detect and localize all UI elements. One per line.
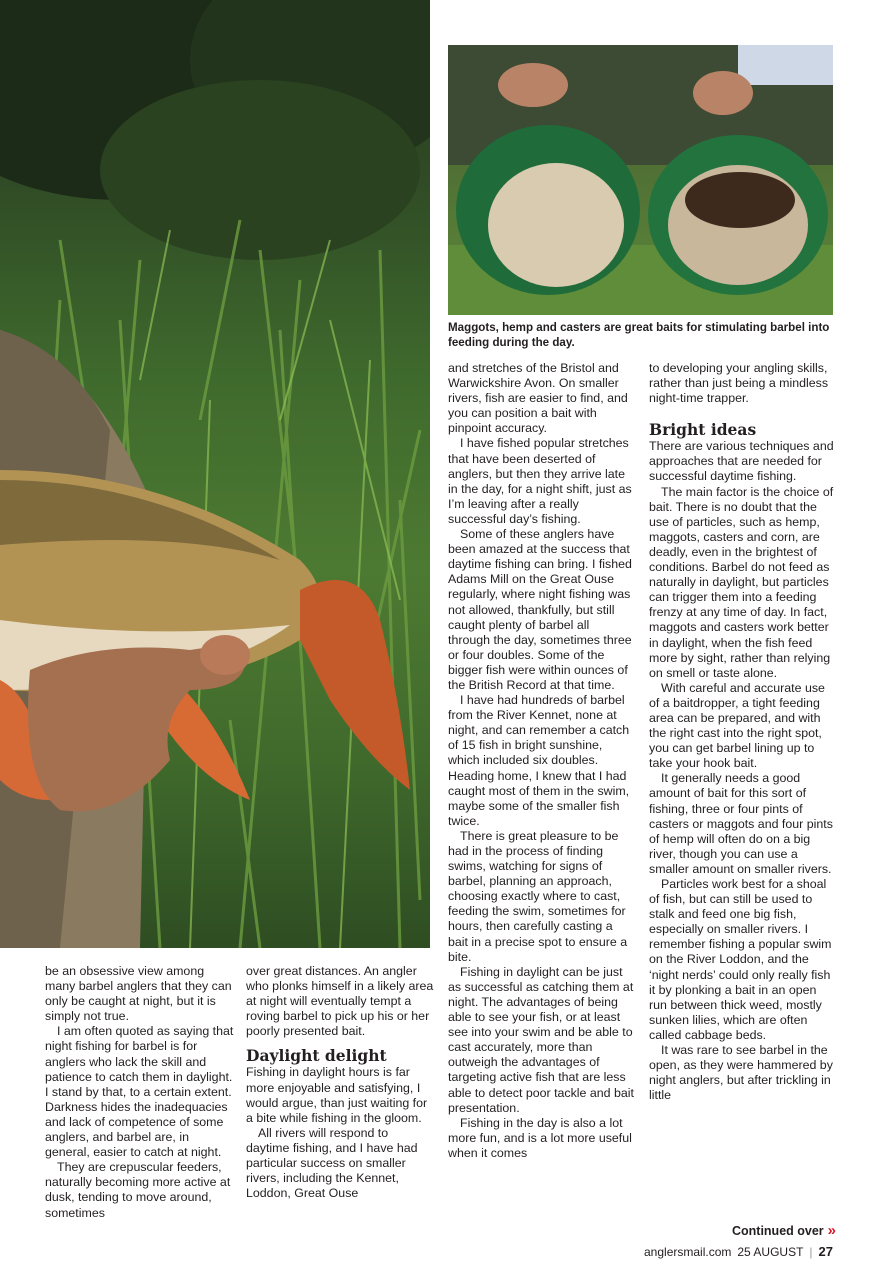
article-column-2	[246, 964, 434, 1201]
continued-over-link[interactable]	[732, 1222, 833, 1239]
paragraph: to developing your angling skills, rather than just being a mindless night-time trapper.	[649, 361, 829, 406]
paragraph: Fishing in the day is also a lot more fun, and is a lot more useful when it comes	[448, 1115, 632, 1160]
paragraph: There is great pleasure to be had in the process of finding swims, watching for signs of barbel, planning an approach, choosing exactly where to cast, feeding the swim, sometimes for hours, then carefully casting a bait in a precise spot to ensure a bite.	[448, 828, 628, 964]
paragraph: Fishing in daylight can be just as successful as catching them at night. The advantages of being able to see your fish, or at least see into your swim and be able to cast accurately, more than outweigh the advantages of targeting active fish that are less able to detect poor tackle and bait presentation.	[448, 964, 634, 1115]
paragraph: I have had hundreds of barbel from the River Kennet, none at night, and can remember a catch of 15 fish in bright sunshine, which included six doubles. Heading home, I knew that I had caught most of them in the swim, maybe some of the smaller fish twice.	[448, 693, 630, 828]
footer-site: anglersmail.com	[644, 1244, 732, 1259]
bait-buckets-illustration	[448, 45, 833, 315]
article-column-4	[649, 361, 835, 1103]
paragraph: There are various techniques and approaches that are needed for successful daytime fishing.	[649, 439, 834, 484]
subheading-daylight-delight: Daylight delight	[246, 1046, 387, 1066]
paragraph: I have fished popular stretches that have been deserted of anglers, but then they arrive late in the day, for a night shift, just as I’m leaving after a really successful day’s fishing.	[448, 436, 632, 526]
paragraph: With careful and accurate use of a baitdropper, a tight feeding area can be prepared, and with the right cast into the right spot, you can get barbel lining up to take your hook bait.	[649, 680, 825, 771]
main-photo	[0, 0, 430, 948]
subheading-bright-ideas: Bright ideas	[649, 420, 757, 440]
paragraph: It was rare to see barbel in the open, as they were hammered by night anglers, but after trickling in little	[649, 1043, 833, 1103]
page-number: 27	[818, 1244, 833, 1259]
footer-separator: |	[809, 1244, 813, 1259]
photo-caption: Maggots, hemp and casters are great baits for stimulating barbel into feeding during the day.	[448, 321, 830, 349]
paragraph: be an obsessive view among many barbel anglers that they can only be caught at night, but it is simply not true.	[45, 964, 232, 1024]
paragraph: over great distances. An angler who plonks himself in a likely area at night will eventually tempt a roving barbel to pick up his or her poorly presented bait.	[246, 964, 434, 1039]
article-column-1	[45, 964, 235, 1221]
double-chevron-right-icon: »	[827, 1222, 833, 1239]
paragraph: and stretches of the Bristol and Warwickshire Avon. On smaller rivers, fish are easier to find, and you can position a bait with pinpoint accuracy.	[448, 361, 628, 436]
footer-date: 25 AUGUST	[737, 1244, 804, 1259]
barbel-photo-illustration	[0, 0, 430, 948]
bait-photo	[448, 45, 833, 315]
page-footer	[644, 1244, 833, 1259]
paragraph: I am often quoted as saying that night fishing for barbel is for anglers who lack the skill and patience to catch them in daylight. I stand by that, to a certain extent. Darkness hides the inadequacies and lack of competence of some anglers, and barbel are, in general, easier to catch at night.	[45, 1024, 234, 1160]
paragraph: They are crepuscular feeders, naturally becoming more active at dusk, tending to move around, sometimes	[45, 1160, 231, 1220]
paragraph: Some of these anglers have been amazed at the success that daytime fishing can bring. I fished Adams Mill on the Great Ouse regularly, where night fishing was not allowed, thankfully, but still caught plenty of barbel all through the day, sometimes three or four doubles. Some of the bigger fish were within ounces of the British Record at that time.	[448, 527, 632, 692]
paragraph: The main factor is the choice of bait. There is no doubt that the use of particles, such as hemp, maggots, casters and corn, are deadly, even in the brightest of conditions. Barbel do not feed as naturally in daylight, but particles can trigger them into a feeding frenzy at any time of day. In fact, maggots and casters work better in daylight, when the fish feed more by sight, rather than relying on smell or taste alone.	[649, 484, 834, 680]
paragraph: Fishing in daylight hours is far more enjoyable and satisfying, I would argue, than just waiting for a bite while fishing in the gloom.	[246, 1065, 428, 1125]
continued-label: Continued over	[731, 1224, 824, 1238]
paragraph: It generally needs a good amount of bait for this sort of fishing, three or four pints of casters or maggots and four pints of hemp will often do on a big river, though you can use a smaller amount on smaller rivers.	[649, 771, 833, 876]
paragraph: All rivers will respond to daytime fishing, and I have had particular success on smaller rivers, including the Kennet, Loddon, Great Ouse	[246, 1125, 418, 1201]
article-column-3	[448, 361, 634, 1161]
paragraph: Particles work best for a shoal of fish, but can still be used to stalk and feed one big fish, especially on smaller rivers. I remember fishing a popular swim on the River Loddon, and the ‘night nerds’ could only really fish it by plonking a bait in an open run between thick weed, mostly sunken lilies, which are often called cabbage beds.	[649, 877, 832, 1042]
